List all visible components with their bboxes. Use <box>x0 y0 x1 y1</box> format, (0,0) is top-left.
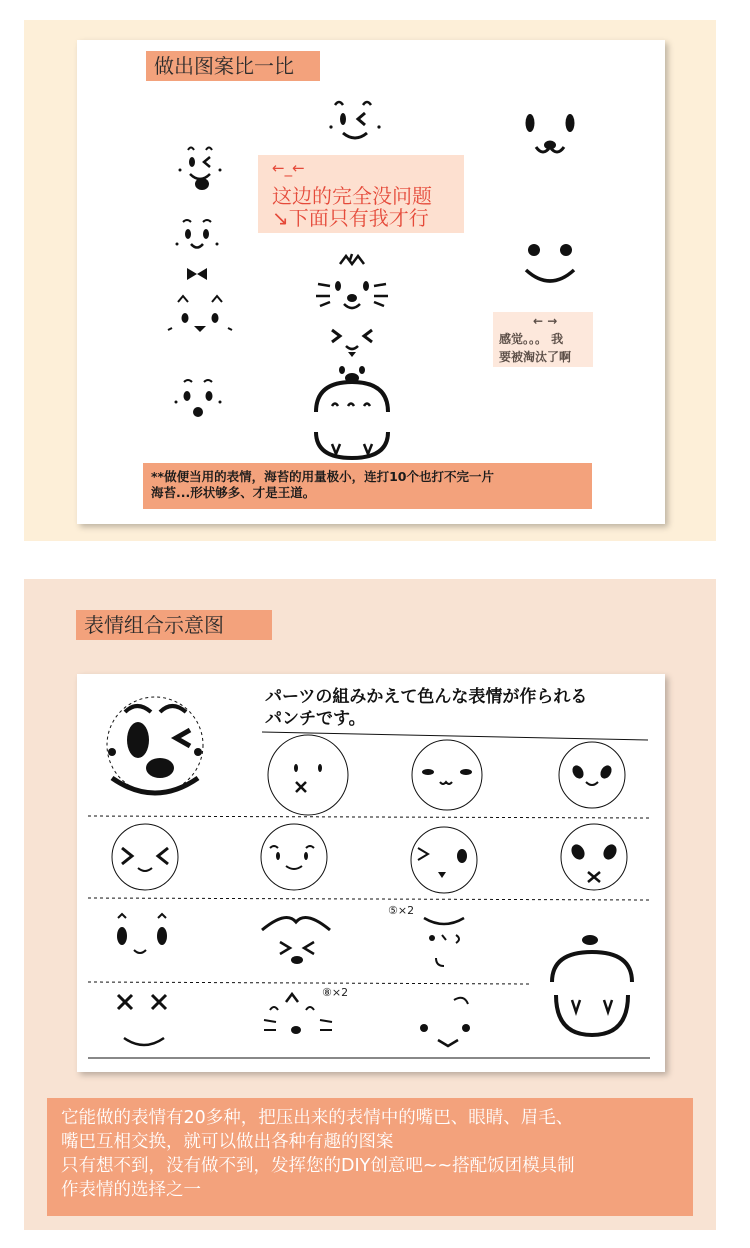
note-b-line2: 要被淘汰了啊 <box>499 350 572 364</box>
multiplier-label-a: ⑤×2 <box>388 904 415 917</box>
section-title-top: 做出图案比一比 <box>146 51 320 81</box>
note-a-line1: 这边的完全没问题 <box>272 184 432 208</box>
description-line3: 只有想不到，没有做不到，发挥您的DIY创意吧~~搭配饭团模具制 <box>61 1156 575 1176</box>
caption-line1: **做便当用的表情，海苔的用量极小，连打10个也打不完一片 <box>151 469 494 484</box>
description-box <box>47 1098 693 1216</box>
note-a-line2: ↘下面只有我才行 <box>272 206 429 230</box>
note-b-line1: 感觉。。。 我 <box>499 332 564 346</box>
diagram-heading-line2: パンチです。 <box>265 709 366 729</box>
note-a-arrows: ←_← <box>272 159 305 177</box>
section-title-bottom: 表情组合示意图 <box>76 610 272 640</box>
multiplier-label-b: ⑧×2 <box>322 986 349 999</box>
description-line2: 嘴巴互相交换，就可以做出各种有趣的图案 <box>61 1132 394 1152</box>
description-line1: 它能做的表情有20多种，把压出来的表情中的嘴巴、眼睛、眉毛、 <box>61 1108 574 1128</box>
diagram-heading-line1: パーツの組みかえて色んな表情が作られる <box>265 687 588 707</box>
note-b-arrows: ← → <box>533 314 558 328</box>
caption-line2: 海苔...形状够多、才是王道。 <box>151 485 316 500</box>
description-line4: 作表情的选择之一 <box>61 1180 201 1200</box>
